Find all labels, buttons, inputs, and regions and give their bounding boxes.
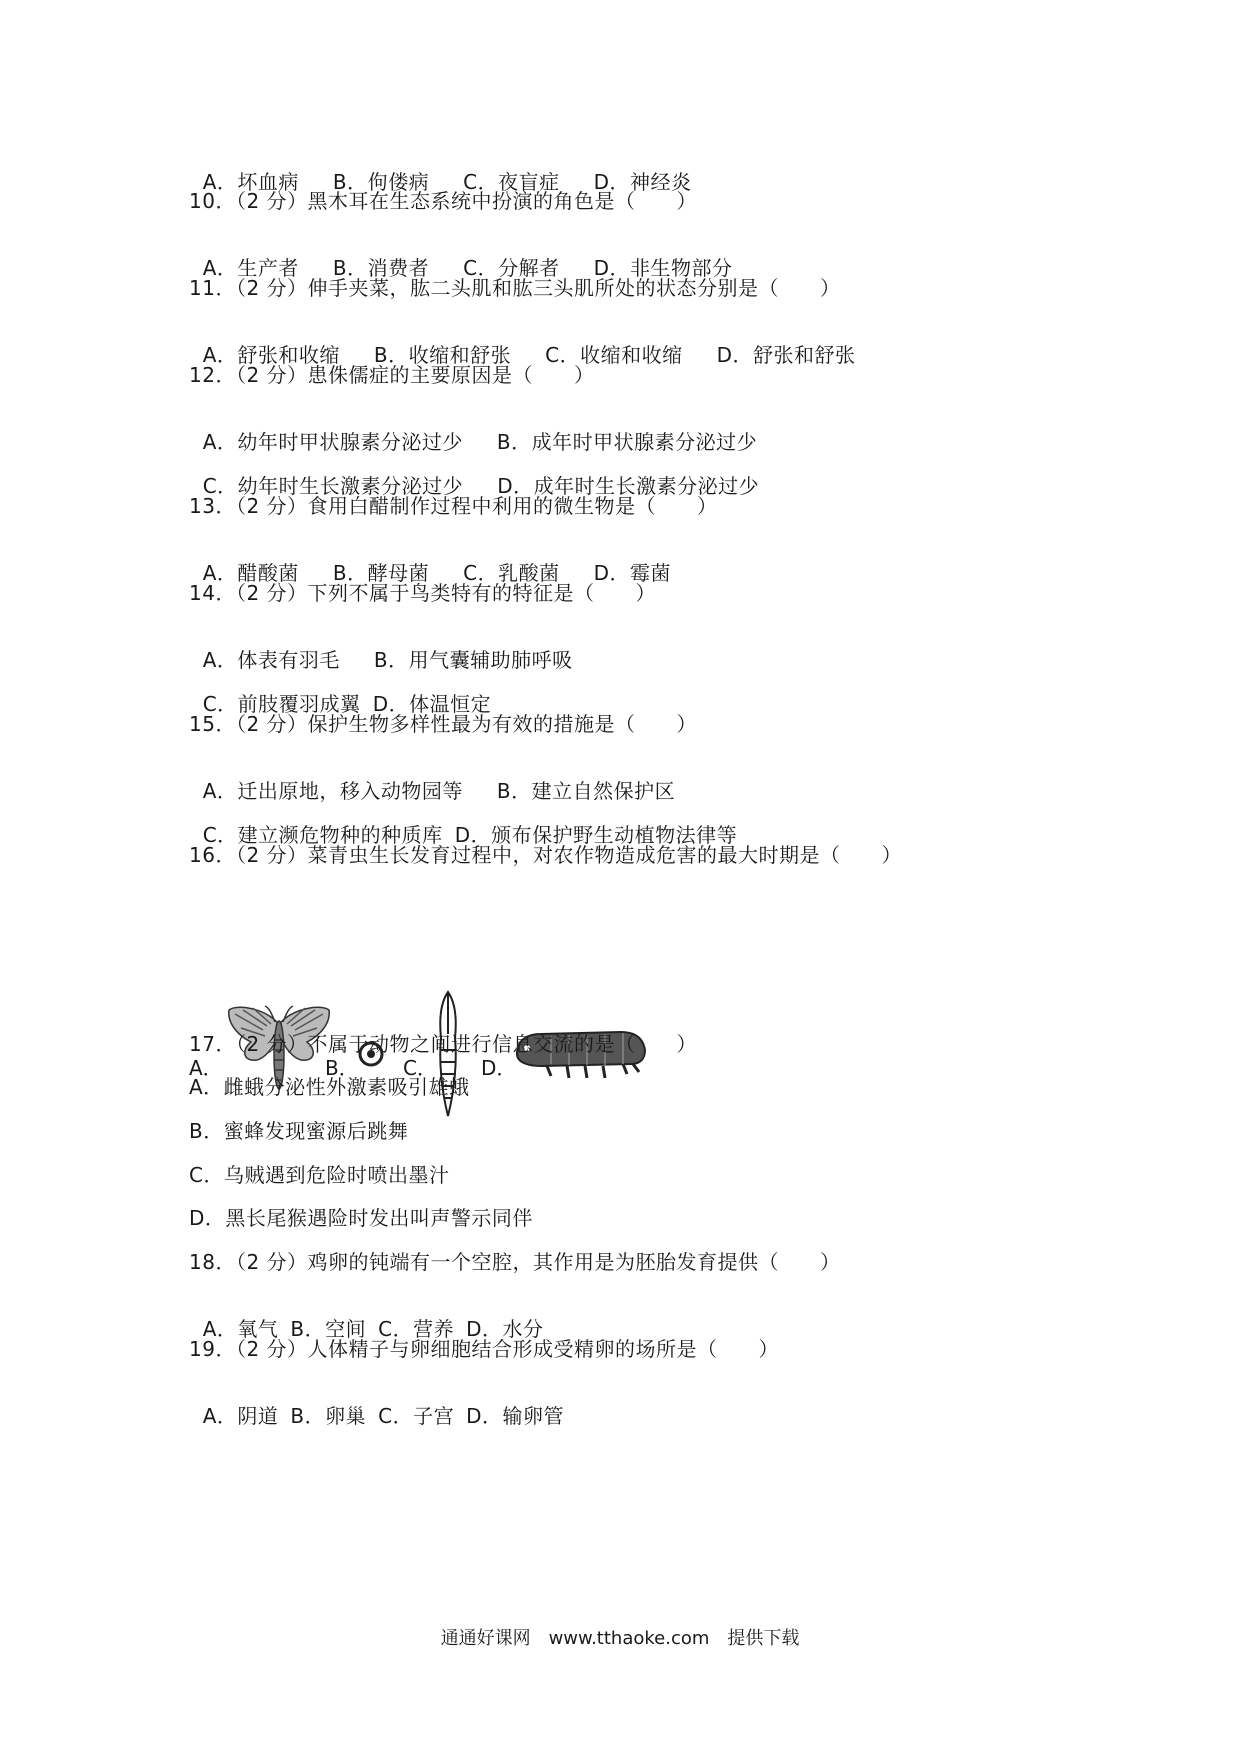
- q11-options: [189, 319, 890, 367]
- q13-stem: 13．（2 分）食用白醋制作过程中利用的微生物是（ ）: [189, 494, 718, 518]
- option-a: A．舒张和收缩: [202, 343, 340, 367]
- option-a: A．氧气: [202, 1317, 279, 1341]
- q16-figure-options: [189, 990, 749, 1140]
- option-b: B．建立自然保护区: [496, 779, 676, 803]
- option-b: B．成年时甲状腺素分泌过少: [496, 430, 758, 454]
- q15-options-ab: [189, 755, 709, 803]
- q19-options: [189, 1380, 576, 1428]
- option-a-label: A．: [189, 1056, 223, 1080]
- option-d: D．颁布保护野生动植物法律等: [454, 823, 738, 847]
- option-b: B．用气囊辅助肺呼吸: [373, 648, 573, 672]
- option-a: A．体表有羽毛: [202, 648, 340, 672]
- option-c: C．分解者: [463, 256, 560, 280]
- option-b-label: B．: [325, 1056, 359, 1080]
- q15-stem: 15．（2 分）保护生物多样性最为有效的措施是（ ）: [189, 712, 698, 736]
- q11-stem: 11．（2 分）伸手夹菜，肱二头肌和肱三头肌所处的状态分别是（ ）: [189, 276, 841, 300]
- option-b: B．收缩和舒张: [373, 343, 512, 367]
- page-footer: 通通好课网 www.tthaoke.com 提供下载: [440, 1628, 800, 1649]
- q17-stem: 17．（2 分）不属于动物之间进行信息交流的是（ ）: [189, 1032, 698, 1056]
- option-b: B．卵巢: [290, 1404, 367, 1428]
- q12-options-ab: [189, 406, 791, 454]
- option-c: C．营养: [378, 1317, 455, 1341]
- option-c: C．夜盲症: [463, 170, 560, 194]
- option-d: D．水分: [466, 1317, 544, 1341]
- q14-stem: 14．（2 分）下列不属于鸟类特有的特征是（ ）: [189, 581, 657, 605]
- q17-option-d: D．黑长尾猴遇险时发出叫声警示同伴: [189, 1206, 533, 1230]
- q13-options: [189, 537, 705, 585]
- q17-option-b: B．蜜蜂发现蜜源后跳舞: [189, 1119, 409, 1143]
- option-c: C．乳酸菌: [463, 561, 560, 585]
- option-c: C．子宫: [378, 1404, 455, 1428]
- option-a: A．醋酸菌: [202, 561, 299, 585]
- option-a: A．坏血病: [202, 170, 299, 194]
- q12-stem: 12．（2 分）患侏儒症的主要原因是（ ）: [189, 363, 595, 387]
- option-d: D．舒张和舒张: [716, 343, 856, 367]
- q16-stem: 16．（2 分）菜青虫生长发育过程中，对农作物造成危害的最大时期是（ ）: [189, 843, 903, 867]
- option-a: A．迁出原地，移入动物园等: [202, 779, 463, 803]
- option-d: D．输卵管: [466, 1404, 565, 1428]
- q14-options-cd: [189, 668, 525, 716]
- q12-options-cd: [189, 450, 793, 498]
- option-d: D．成年时生长激素分泌过少: [497, 474, 760, 498]
- q10-options: [189, 232, 767, 280]
- option-d-label: D．: [481, 1056, 517, 1080]
- q17-option-a: A．雌蛾分泌性外激素吸引雄蛾: [189, 1075, 470, 1099]
- option-c: C．建立濒危物种的种质库: [202, 823, 443, 847]
- q18-stem: 18．（2 分）鸡卵的钝端有一个空腔，其作用是为胚胎发育提供（ ）: [189, 1250, 841, 1274]
- option-b: B．佝偻病: [332, 170, 430, 194]
- q14-options-ab: [189, 624, 607, 672]
- option-d: D．神经炎: [593, 170, 692, 194]
- option-b: B．酵母菌: [332, 561, 430, 585]
- option-c: C．收缩和收缩: [545, 343, 683, 367]
- option-c: C．前肢覆羽成翼: [202, 692, 361, 716]
- option-b: B．消费者: [332, 256, 430, 280]
- q17-option-c: C．乌贼遇到危险时喷出墨汁: [189, 1163, 450, 1187]
- option-c-label: C．: [403, 1056, 437, 1080]
- option-c: C．幼年时生长激素分泌过少: [202, 474, 464, 498]
- q18-options: [189, 1293, 556, 1341]
- q15-options-cd: [189, 799, 771, 847]
- q10-stem: 10．（2 分）黑木耳在生态系统中扮演的角色是（ ）: [189, 189, 698, 213]
- option-b: B．空间: [290, 1317, 367, 1341]
- q19-stem: 19．（2 分）人体精子与卵细胞结合形成受精卵的场所是（ ）: [189, 1337, 780, 1361]
- option-d: D．非生物部分: [593, 256, 733, 280]
- option-d: D．体温恒定: [372, 692, 492, 716]
- option-a: A．幼年时甲状腺素分泌过少: [202, 430, 463, 454]
- q9-options: [189, 146, 726, 194]
- option-a: A．生产者: [202, 256, 299, 280]
- option-d: D．霉菌: [593, 561, 672, 585]
- option-a: A．阴道: [202, 1404, 279, 1428]
